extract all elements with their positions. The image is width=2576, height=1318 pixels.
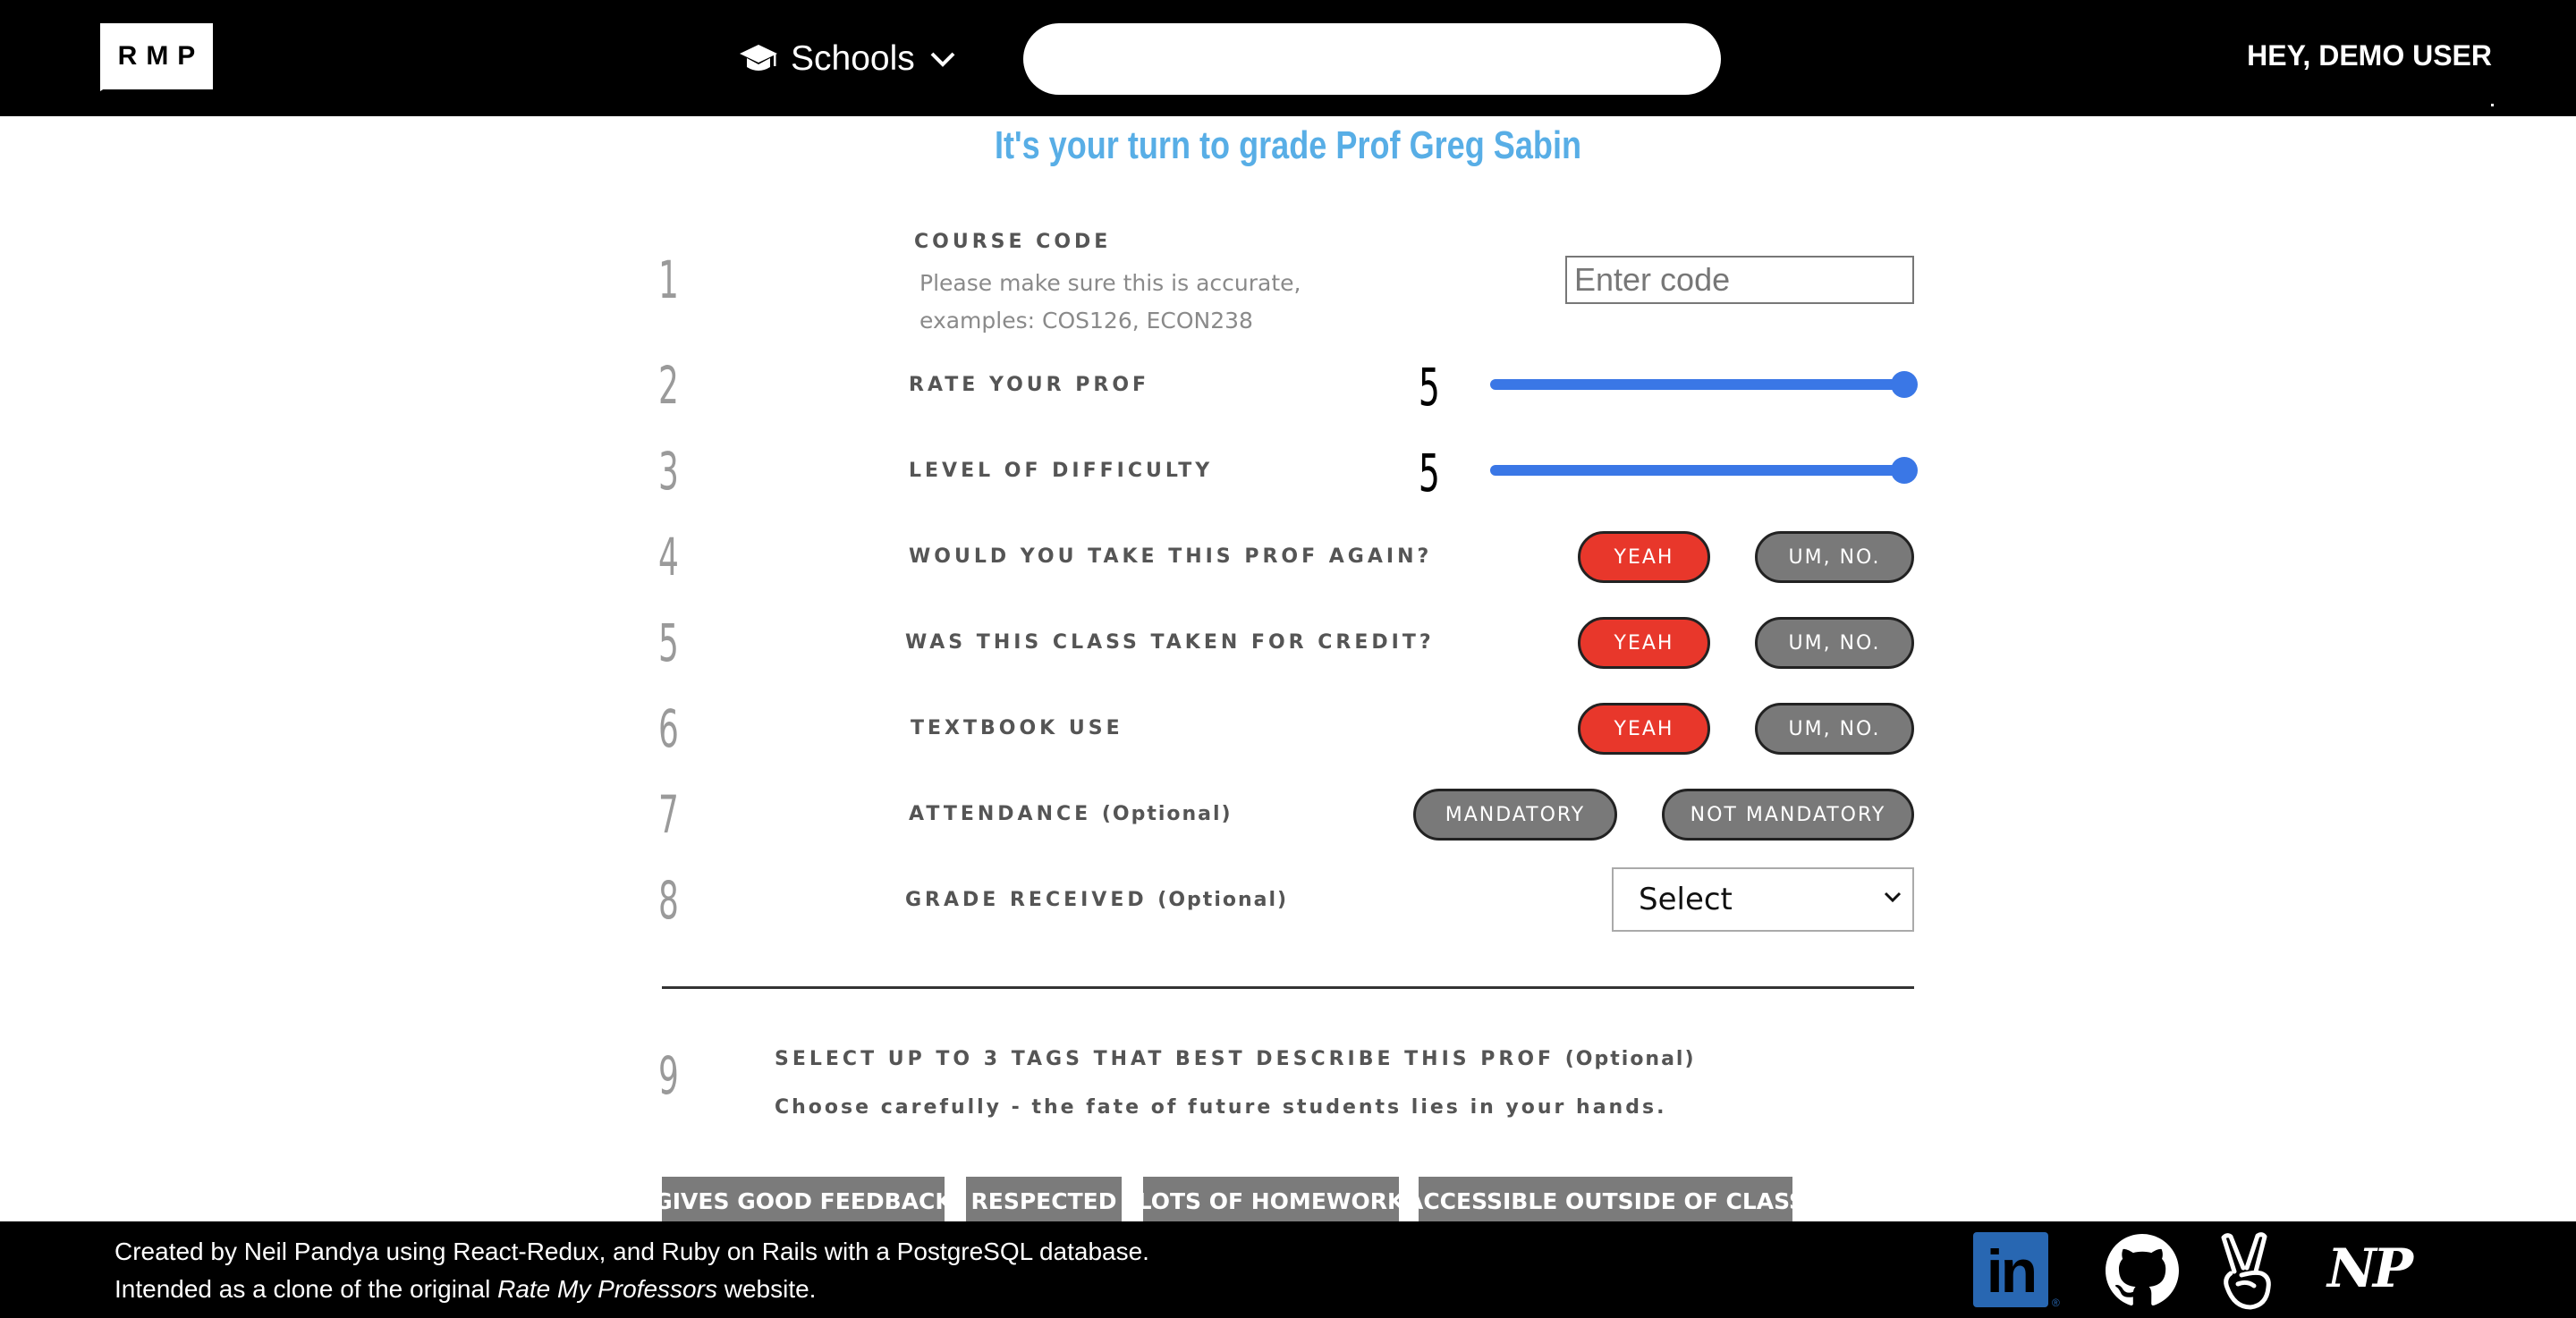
question-number-9: 9 [658,1045,679,1106]
question-number-2: 2 [658,355,679,416]
tag-accessible-outside-of-class[interactable]: ACCESSIBLE OUTSIDE OF CLASS [1419,1177,1792,1225]
grade-label [905,889,1288,911]
credit-line-2-suffix: website. [716,1275,817,1303]
github-icon[interactable] [2106,1234,2179,1307]
user-greeting[interactable]: HEY, DEMO USER [2247,39,2492,72]
attendance-label-text: ATTENDANCE [909,803,1092,825]
textbook-yes-button[interactable]: YEAH [1578,703,1710,755]
credit-line-1: Created by Neil Pandya using React-Redux, and Ruby on Rails with a PostgreSQL database. [114,1238,1149,1265]
credit-line-2 [114,1275,816,1304]
page-title: It's your turn to grade Prof Greg Sabin [994,123,1582,167]
course-code-label: COURSE CODE [914,231,1112,253]
for-credit-label: WAS THIS CLASS TAKEN FOR CREDIT? [905,631,1435,654]
for-credit-no-button[interactable]: UM, NO. [1755,617,1914,669]
grade-select[interactable] [1612,867,1914,932]
tags-label-text: SELECT UP TO 3 TAGS THAT BEST DESCRIBE THIS PROF [775,1048,1555,1070]
tags-label [775,1048,1696,1070]
footer [0,1221,2576,1318]
grade-label-text: GRADE RECEIVED [905,889,1148,911]
attendance-not-mandatory-button[interactable]: NOT MANDATORY [1662,789,1914,841]
header-dot [2491,104,2494,106]
credit-rmp-name: Rate My Professors [497,1275,717,1303]
course-code-hint [919,265,1340,340]
section-divider [662,986,1914,989]
attendance-optional: (Optional) [1101,803,1233,825]
search-input[interactable] [1023,23,1721,95]
tag-lots-of-homework[interactable]: LOTS OF HOMEWORK [1143,1177,1399,1225]
difficulty-slider[interactable] [1490,465,1911,476]
rate-prof-value: 5 [1419,357,1440,418]
for-credit-yes-button[interactable]: YEAH [1578,617,1710,669]
course-code-input[interactable] [1565,256,1914,304]
difficulty-value: 5 [1419,443,1440,503]
schools-dropdown[interactable] [739,36,956,82]
np-logo[interactable]: NP [2327,1238,2410,1300]
rate-prof-slider[interactable] [1490,379,1911,390]
question-number-6: 6 [658,698,679,759]
attendance-mandatory-button[interactable]: MANDATORY [1413,789,1617,841]
tag-respected[interactable]: RESPECTED [966,1177,1122,1225]
top-nav [0,0,2576,116]
hint-line-1: Please make sure this is accurate, [919,270,1301,296]
chevron-down-icon [929,50,956,68]
linkedin-icon[interactable]: in [1973,1232,2048,1307]
textbook-no-button[interactable]: UM, NO. [1755,703,1914,755]
question-number-1: 1 [658,249,679,310]
peace-hand-icon[interactable] [2215,1232,2277,1311]
credit-line-2-prefix: Intended as a clone of the original [114,1275,498,1303]
registered-mark: ® [2052,1297,2060,1309]
chevron-down-icon [1884,891,1902,903]
textbook-label: TEXTBOOK USE [911,717,1123,739]
question-number-3: 3 [658,441,679,502]
grade-optional: (Optional) [1157,889,1289,911]
grade-selected-value: Select [1639,882,1733,917]
question-number-7: 7 [658,784,679,845]
graduation-cap-icon [739,43,778,75]
logo-speech-tail [100,77,123,91]
take-again-yes-button[interactable]: YEAH [1578,531,1710,583]
difficulty-label: LEVEL OF DIFFICULTY [909,460,1214,482]
tags-optional: (Optional) [1564,1048,1696,1070]
take-again-no-button[interactable]: UM, NO. [1755,531,1914,583]
schools-label: Schools [791,39,915,78]
take-again-label: WOULD YOU TAKE THIS PROF AGAIN? [909,545,1433,568]
hint-line-2: examples: COS126, ECON238 [919,308,1253,334]
difficulty-slider-handle[interactable] [1891,457,1918,484]
question-number-4: 4 [658,527,679,587]
rate-prof-slider-handle[interactable] [1891,371,1918,398]
question-number-5: 5 [658,613,679,673]
attendance-label [909,803,1233,825]
question-number-8: 8 [658,870,679,931]
tag-gives-good-feedback[interactable]: GIVES GOOD FEEDBACK [662,1177,945,1225]
logo-text: RMP [117,41,205,71]
tags-subtitle: Choose carefully - the fate of future students lies in your hands. [775,1096,1667,1119]
rate-prof-label: RATE YOUR PROF [909,374,1150,396]
